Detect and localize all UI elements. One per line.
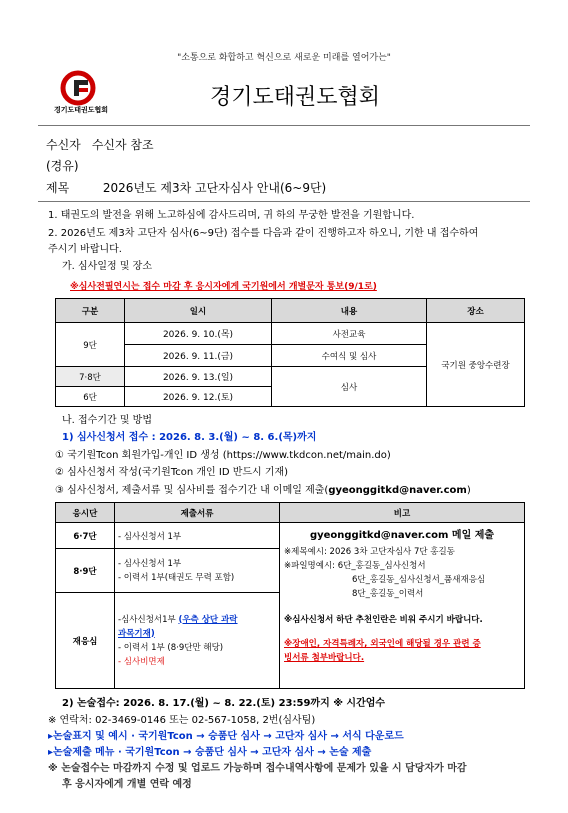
date-cell: 2026. 9. 12.(토) [125, 387, 272, 407]
doc-item: - 이력서 1부 (8·9단만 해당) [118, 642, 224, 653]
remark-warning: 빙서류 첨부바랍니다. [284, 653, 365, 663]
essay-note: ※ 논술접수는 마감까지 수정 및 업로드 가능하며 접수내역사항에 문제가 있을 시 담당자가 마감 [48, 763, 467, 774]
recipient-value: 수신자 참조 [91, 138, 154, 152]
doc-cell [115, 549, 280, 593]
content-cell: 심사 [272, 367, 427, 407]
remark-example: 6단_홍길동_심사신청서_품새재응심 [352, 575, 486, 585]
date-cell: 2026. 9. 11.(금) [125, 345, 272, 367]
col-header: 장소 [427, 299, 525, 323]
recipient-row [46, 136, 154, 153]
logo-text: 경기도태권도협회 [53, 106, 109, 114]
col-header: 내용 [272, 299, 427, 323]
grade-cell: 8·9단 [56, 549, 115, 593]
paragraph-2: 2. 2026년도 제3차 고단자 심사(6~9단) 접수를 다음과 같이 진행하고자 하오니, 기한 내 접수하여 [48, 228, 479, 239]
date-cell: 2026. 9. 13.(일) [125, 367, 272, 387]
recipient-label: 수신자 [46, 138, 81, 152]
paragraph-1: 1. 태권도의 발전을 위해 노고하심에 감사드리며, 귀 하의 무궁한 발전을 기원합니다. [48, 210, 415, 221]
page-title: 경기도태권도협회 [209, 85, 381, 110]
step-2: ② 심사신청서 작성(국기원Tcon 개인 ID 반드시 기재) [55, 467, 289, 478]
schedule-table [55, 298, 525, 407]
schedule-note: ※심사전필연시는 접수 마감 후 응시자에게 국기원에서 개별문자 통보(9/1로) [70, 282, 377, 292]
doc-cell [115, 593, 280, 689]
step-3-text: ③ 심사신청서, 제출서류 및 심사비를 접수기간 내 이메일 제출( [55, 485, 329, 496]
remark-example: ※제목예시: 2026 3차 고단자심사 7단 홍길동 [284, 547, 455, 557]
essay-submit-path: ▸논술제출 메뉴 · 국기원Tcon → 승품단 심사 → 고단자 심사 → 논술 제출 [48, 747, 372, 758]
subject-value: 2026년도 제3차 고단자심사 안내(6~9단) [102, 181, 327, 195]
grade-cell: 6·7단 [56, 523, 115, 549]
essay-note-cont: 후 응시자에게 개별 연락 예정 [62, 779, 192, 790]
remark-title: gyeonggitkd@naver.com 메일 제출 [309, 530, 495, 541]
remark-cell [280, 523, 525, 689]
association-logo-icon [58, 70, 118, 110]
content-cell: 수여식 및 심사 [272, 345, 427, 367]
doc-item [118, 613, 276, 627]
col-header: 비고 [280, 503, 525, 523]
via-label: (경유) [46, 159, 79, 173]
col-header: 제출서류 [115, 503, 280, 523]
col-header: 구분 [56, 299, 125, 323]
remark-note: ※심사신청서 하단 추천인란은 비워 주시기 바랍니다. [284, 615, 483, 625]
essay-download-path: ▸논술표지 및 예시 · 국기원Tcon → 승품단 심사 → 고단자 심사 → 서식 다운로드 [48, 731, 404, 742]
essay-period: 2) 논술접수: 2026. 8. 17.(월) ~ 8. 22.(토) 23:59까지 ※ 시간엄수 [62, 698, 386, 709]
step-1: ① 국기원Tcon 회원가입-개인 ID 생성 (https://www.tkdcon.net/main.do) [55, 450, 391, 461]
step-3 [55, 484, 545, 498]
slogan: "소통으로 화합하고 혁신으로 새로운 미래를 열어가는" [177, 53, 391, 63]
documents-table [55, 502, 525, 689]
doc-item-text: -심사신청서1부 [118, 614, 179, 625]
grade-cell: 9단 [56, 323, 125, 367]
application-period: 1) 심사신청서 접수 : 2026. 8. 3.(월) ~ 8. 6.(목)까지 [62, 432, 317, 443]
divider [38, 125, 530, 126]
grade-cell: 재응심 [56, 593, 115, 689]
grade-cell: 7·8단 [56, 367, 125, 387]
contact-line: ※ 연락처: 02-3469-0146 또는 02-567-1058, 2번(심사팀) [48, 715, 316, 726]
section-schedule: 가. 심사일정 및 장소 [62, 261, 152, 272]
col-header: 응시단 [56, 503, 115, 523]
remark-example: 8단_홍길동_이력서 [352, 589, 424, 599]
section-application: 나. 접수기간 및 방법 [62, 415, 152, 426]
divider [38, 201, 530, 202]
subject-row [46, 179, 326, 196]
date-cell: 2026. 9. 10.(목) [125, 323, 272, 345]
place-cell: 국기원 중앙수련장 [427, 323, 525, 407]
email-link[interactable]: gyeonggitkd@naver.com [328, 485, 467, 496]
content-cell: 사전교육 [272, 323, 427, 345]
doc-cell: - 심사신청서 1부 [115, 523, 280, 549]
grade-cell: 6단 [56, 387, 125, 407]
subject-label: 제목 [46, 181, 70, 195]
step-3-close: ) [466, 485, 471, 496]
paragraph-2-cont: 주시기 바랍니다. [48, 244, 122, 255]
doc-item-note: 과목기재) [118, 628, 155, 639]
doc-item: - 이력서 1부(태권도 무력 포함) [118, 572, 235, 583]
doc-item: - 심사신청서 1부 [118, 558, 182, 569]
doc-item: - 심사비면제 [118, 656, 165, 667]
col-header: 일시 [125, 299, 272, 323]
remark-example: ※파일명예시: 6단_홍길동_심사신청서 [284, 561, 426, 571]
doc-item-note: (우측 상단 과락 [178, 614, 238, 625]
remark-warning: ※장애인, 자격특례자, 외국인에 해당될 경우 관련 증 [284, 639, 481, 649]
